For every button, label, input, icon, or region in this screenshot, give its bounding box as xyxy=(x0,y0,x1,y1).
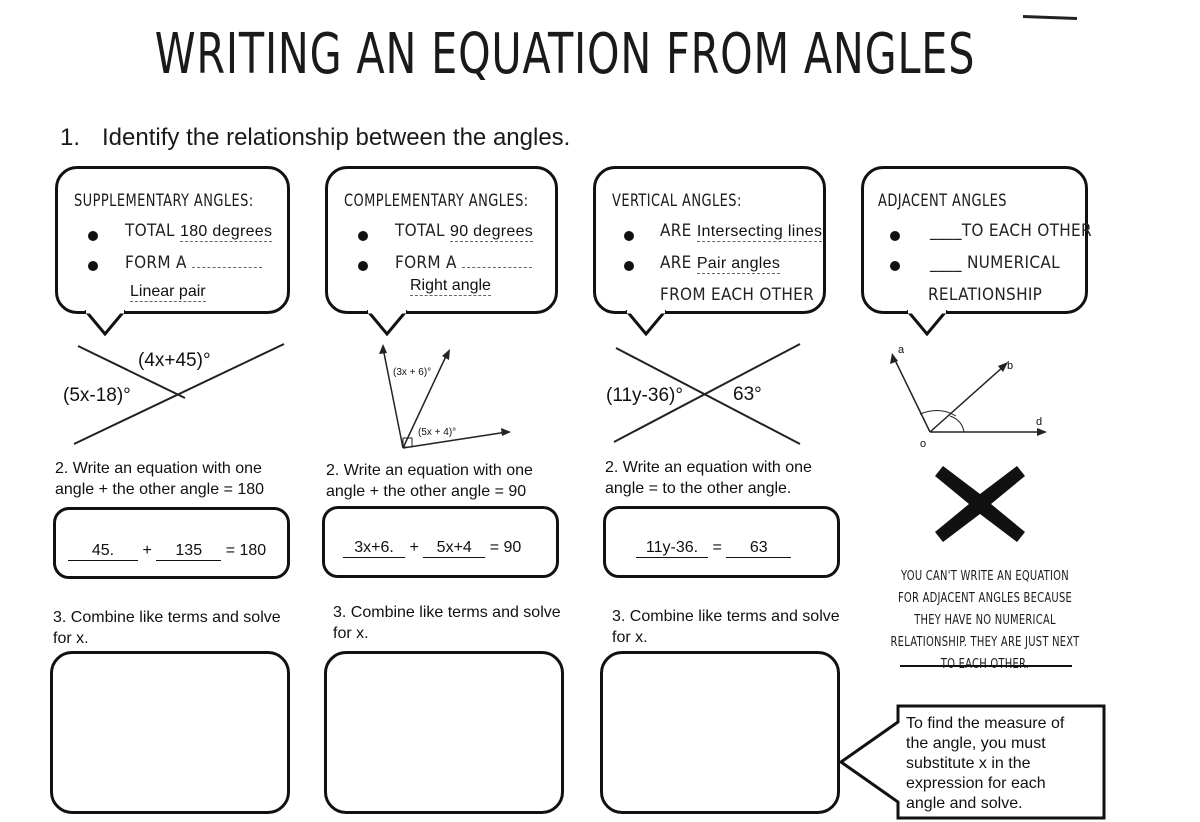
complementary-form-answer: Right angle xyxy=(410,277,491,294)
callout-tail xyxy=(85,310,125,336)
step3-instruction: 3. Combine like terms and solve for x. xyxy=(333,604,561,642)
callout-tail xyxy=(907,310,947,336)
answer-box[interactable] xyxy=(600,651,840,814)
adjacent-diagram xyxy=(880,340,1060,450)
vertical-are-answer-2: Pair angles xyxy=(696,255,781,272)
step1-instruction: 1. Identify the relationship between the angles. xyxy=(60,124,571,151)
equation-right: 63 xyxy=(726,539,791,558)
bullet xyxy=(358,231,368,241)
adjacent-line3: RELATIONSHIP xyxy=(928,285,1043,305)
adjacent-callout: ADJACENT ANGLES ____TO EACH OTHER ____ NUMERICAL RELATIONSHIP xyxy=(861,166,1088,314)
step2-instruction: 2. Write an equation with one angle + the other angle = 180 xyxy=(55,460,265,498)
page-title: WRITING AN EQUATION FROM ANGLES xyxy=(154,22,976,87)
vertical-heading: VERTICAL ANGLES: xyxy=(612,191,742,211)
angle-label: (3x + 6)° xyxy=(393,367,432,378)
callout-tail xyxy=(367,310,407,336)
answer-box[interactable] xyxy=(50,651,290,814)
angle-label: (11y-36)° xyxy=(606,385,683,406)
point-label: o xyxy=(920,438,927,450)
corner-mark xyxy=(1023,15,1077,20)
adjacent-note: YOU CAN'T WRITE AN EQUATION FOR ADJACENT ANGLES BECAUSE THEY HAVE NO NUMERICAL RELATIONSHIP. THEY ARE JUST NEXT xyxy=(890,569,1080,650)
angle-label: 63° xyxy=(733,384,762,405)
adjacent-heading: ADJACENT ANGLES xyxy=(878,191,1007,211)
answer-box[interactable] xyxy=(324,651,564,814)
equation-left: 45. xyxy=(68,542,138,561)
step2-instruction: 2. Write an equation with one angle = to the other angle. xyxy=(605,459,812,497)
step3-instruction: 3. Combine like terms and solve for x. xyxy=(612,608,840,646)
equation-left: 11y-36. xyxy=(636,539,708,558)
bullet xyxy=(624,261,634,271)
equation-box: 3x+6. + 5x+4 = 90 xyxy=(322,506,559,578)
x-mark-icon xyxy=(933,462,1027,546)
vertical-line3: FROM EACH OTHER xyxy=(660,285,815,305)
point-label: a xyxy=(898,344,905,356)
angle-label: (5x-18)° xyxy=(63,385,131,406)
bullet xyxy=(358,261,368,271)
divider xyxy=(900,665,1072,667)
equation-right: 135 xyxy=(156,542,221,561)
step2-instruction: 2. Write an equation with one angle + the other angle = 90 xyxy=(326,462,533,500)
bullet xyxy=(624,231,634,241)
point-label: d xyxy=(1036,416,1043,428)
angle-label: (4x+45)° xyxy=(138,350,211,371)
supplementary-total-answer: 180 degrees xyxy=(180,223,273,240)
vertical-callout: VERTICAL ANGLES: ARE Intersecting lines ARE Pair angles FROM EACH OTHER xyxy=(593,166,826,314)
bullet xyxy=(88,231,98,241)
hint-text: To find the measure of the angle, you must substitute x in the expression for each angle and solve. xyxy=(906,715,1065,812)
vertical-are-answer-1: Intersecting lines xyxy=(696,223,823,240)
equation-box: 11y-36. = 63 xyxy=(603,506,840,578)
equation-box: 45. + 135 = 180 xyxy=(53,507,290,579)
equation-left: 3x+6. xyxy=(343,539,405,558)
point-label: b xyxy=(1007,360,1014,372)
complementary-heading: COMPLEMENTARY ANGLES: xyxy=(344,191,529,211)
callout-tail xyxy=(626,310,666,336)
supplementary-form-answer: Linear pair xyxy=(130,283,206,300)
equation-right: 5x+4 xyxy=(423,539,485,558)
bullet xyxy=(890,261,900,271)
bullet xyxy=(88,261,98,271)
bullet xyxy=(890,231,900,241)
step3-instruction: 3. Combine like terms and solve for x. xyxy=(53,609,281,647)
supplementary-callout: SUPPLEMENTARY ANGLES: TOTAL 180 degrees FORM A Linear pair xyxy=(55,166,290,314)
complementary-total-answer: 90 degrees xyxy=(450,223,534,240)
complementary-callout: COMPLEMENTARY ANGLES: TOTAL 90 degrees FORM A Right angle xyxy=(325,166,558,314)
supplementary-heading: SUPPLEMENTARY ANGLES: xyxy=(74,191,254,211)
angle-label: (5x + 4)° xyxy=(418,427,457,438)
